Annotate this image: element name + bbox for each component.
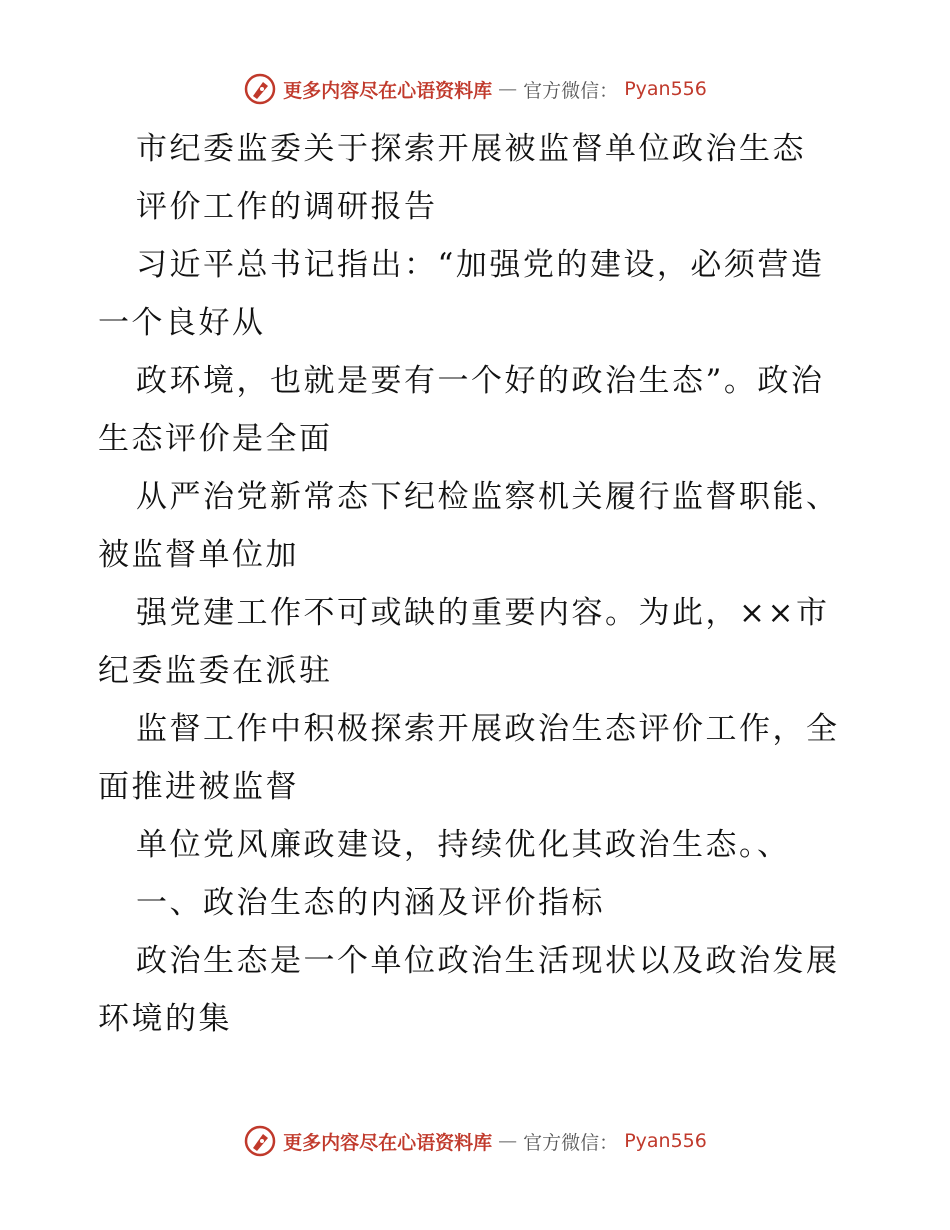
paragraph-line: 单位党风廉政建设，持续优化其政治生态。、 — [136, 827, 791, 863]
footer-watermark — [0, 1124, 950, 1158]
paragraph-line: 政环境，也就是要有一个好的政治生态”。政治 — [136, 363, 825, 399]
paragraph-line: 政治生态是一个单位政治生活现状以及政治发展 — [136, 943, 840, 979]
watermark-id: Pyan556 — [624, 1130, 707, 1152]
pen-nib-circle-icon — [243, 72, 277, 106]
watermark-separator: — — [498, 1130, 518, 1152]
paragraph-line: 监督工作中积极探索开展政治生态评价工作，全 — [136, 711, 840, 747]
pen-nib-circle-icon — [243, 1124, 277, 1158]
section-heading: 一、政治生态的内涵及评价指标 — [136, 885, 605, 921]
watermark-id: Pyan556 — [624, 78, 707, 100]
paragraph-line: 从严治党新常态下纪检监察机关履行监督职能、 — [136, 479, 840, 515]
paragraph-line: 面推进被监督 — [98, 769, 299, 805]
title-line-2: 评价工作的调研报告 — [136, 189, 438, 225]
paragraph-line: 被监督单位加 — [98, 537, 299, 573]
document-body — [98, 120, 858, 1048]
watermark-separator: — — [498, 78, 518, 100]
paragraph-line: 强党建工作不可或缺的重要内容。为此，××市 — [136, 595, 830, 631]
header-watermark — [0, 72, 950, 106]
watermark-text: 更多内容尽在心语资料库 — [283, 79, 493, 102]
paragraph-line: 环境的集 — [98, 1001, 232, 1037]
paragraph-line: 一个良好从 — [98, 305, 266, 341]
title-line-1: 市纪委监委关于探索开展被监督单位政治生态 — [136, 131, 806, 167]
watermark-label: 官方微信： — [523, 79, 619, 102]
watermark-text: 更多内容尽在心语资料库 — [283, 1131, 493, 1154]
watermark-label: 官方微信： — [523, 1131, 619, 1154]
paragraph-line: 纪委监委在派驻 — [98, 653, 333, 689]
paragraph-line: 习近平总书记指出：“加强党的建设，必须营造 — [136, 247, 825, 283]
paragraph-line: 生态评价是全面 — [98, 421, 333, 457]
